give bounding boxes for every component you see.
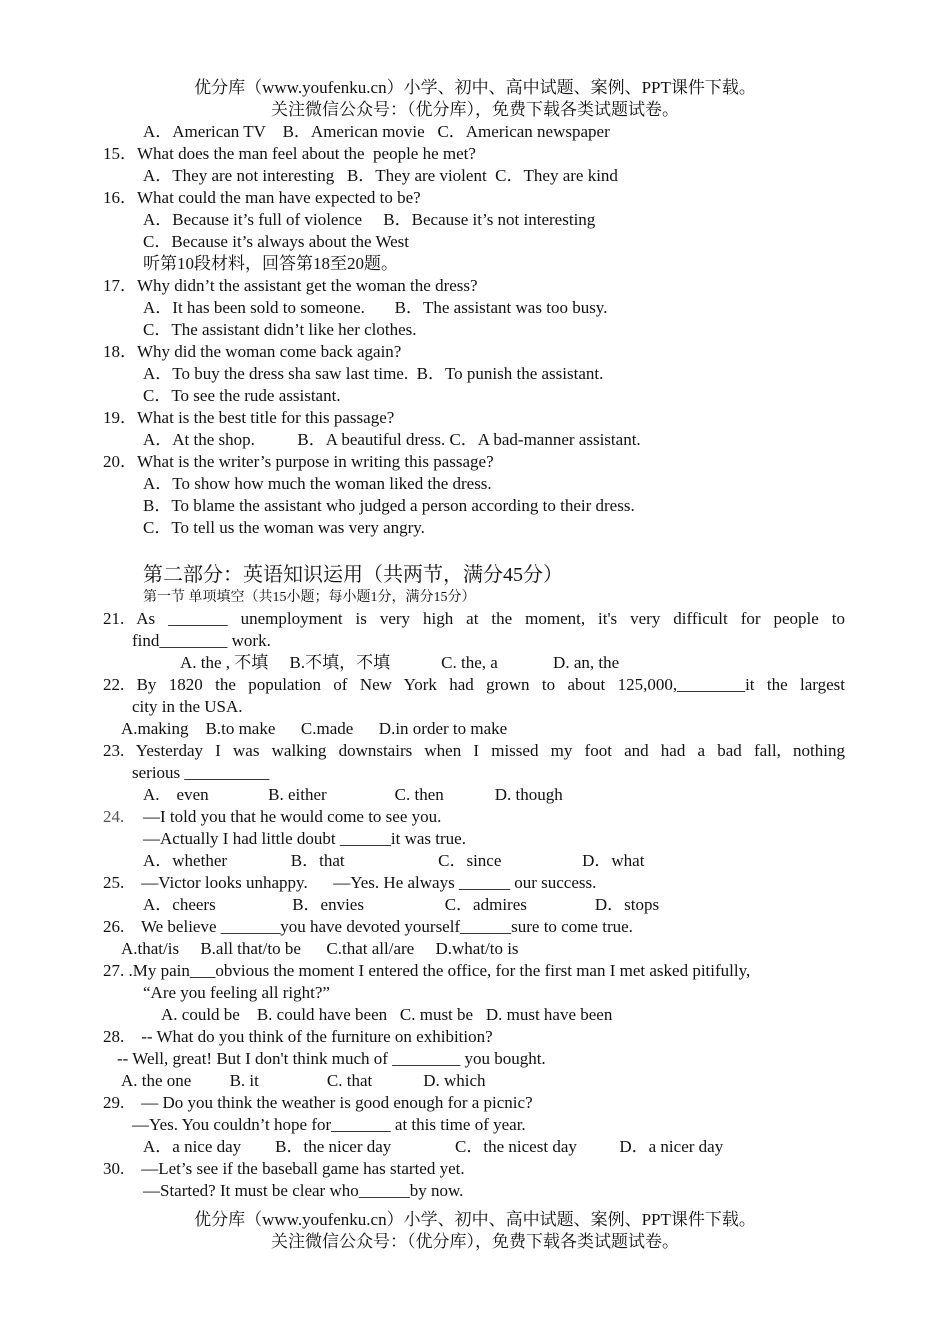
q30-stem-1: 30. —Let’s see if the baseball game has started yet. bbox=[103, 1159, 465, 1178]
q22-stem-1: 22. By 1820 the population of New York had grown to about 125,000,________it the largest bbox=[103, 675, 845, 694]
q15-stem: 15．What does the man feel about the people he met? bbox=[103, 144, 476, 163]
q17-options-1: A．It has been sold to someone. B．The assistant was too busy. bbox=[143, 298, 608, 317]
q20-option-b: B．To blame the assistant who judged a person according to their dress. bbox=[143, 496, 635, 515]
header-line-2: 关注微信公众号：（优分库），免费下载各类试题试卷。 bbox=[271, 100, 679, 119]
q25-options: A．cheers B．envies C．admires D．stops bbox=[143, 895, 660, 914]
q22-stem-2: city in the USA. bbox=[132, 697, 243, 716]
header-line-1: 优分库（www.youfenku.cn）小学、初中、高中试题、案例、PPT课件下载。 bbox=[194, 78, 756, 97]
q25-stem: 25. —Victor looks unhappy. —Yes. He always ______ our success. bbox=[103, 873, 597, 892]
q18-stem: 18．Why did the woman come back again? bbox=[103, 342, 402, 361]
q19-stem: 19．What is the best title for this passage? bbox=[103, 408, 395, 427]
q20-option-a: A．To show how much the woman liked the dress. bbox=[143, 474, 492, 493]
q24-stem-2: —Actually I had little doubt ______it was true. bbox=[143, 829, 466, 848]
q17-options-2: C．The assistant didn’t like her clothes. bbox=[143, 320, 417, 339]
q27-stem-1: 27. .My pain___obvious the moment I entered the office, for the first man I met asked pitifully, bbox=[103, 961, 751, 980]
q28-stem-2: -- Well, great! But I don't think much of ________ you bought. bbox=[117, 1049, 546, 1068]
q29-stem-2: —Yes. You couldn’t hope for_______ at this time of year. bbox=[132, 1115, 526, 1134]
q21-stem-2: find________ work. bbox=[132, 631, 271, 650]
q16-options-1: A．Because it’s full of violence B．Because it’s not interesting bbox=[143, 210, 596, 229]
q16-options-2: C．Because it’s always about the West bbox=[143, 232, 410, 251]
q24-number: 24. bbox=[103, 807, 125, 826]
q14-options: A．American TV B．American movie C．American newspaper bbox=[143, 122, 610, 141]
q17-stem: 17．Why didn’t the assistant get the woman the dress? bbox=[103, 276, 478, 295]
q26-stem: 26. We believe _______you have devoted yourself______sure to come true. bbox=[103, 917, 633, 936]
q20-option-c: C．To tell us the woman was very angry. bbox=[143, 518, 425, 537]
footer-line-1: 优分库（www.youfenku.cn）小学、初中、高中试题、案例、PPT课件下载。 bbox=[194, 1210, 756, 1229]
q29-options: A．a nice day B．the nicer day C．the nicest day D．a nicer day bbox=[143, 1137, 724, 1156]
q18-options-1: A．To buy the dress sha saw last time. B．To punish the assistant. bbox=[143, 364, 604, 383]
part2-subtitle: 第一节 单项填空（共15小题；每小题1分，满分15分） bbox=[143, 590, 476, 605]
q21-options: A. the , 不填 B.不填，不填 C. the, a D. an, the bbox=[180, 653, 620, 672]
q23-stem-2: serious __________ bbox=[132, 763, 270, 782]
q22-options: A.making B.to make C.made D.in order to make bbox=[121, 719, 508, 738]
q29-stem-1: 29. — Do you think the weather is good enough for a picnic? bbox=[103, 1093, 533, 1112]
part2-title: 第二部分：英语知识运用（共两节，满分45分） bbox=[143, 564, 563, 586]
q27-options: A. could be B. could have been C. must be D. must have been bbox=[161, 1005, 613, 1024]
section-10-note: 听第10段材料，回答第18至20题。 bbox=[143, 254, 398, 273]
q28-options: A. the one B. it C. that D. which bbox=[121, 1071, 486, 1090]
q24-stem-1: —I told you that he would come to see you. bbox=[143, 807, 442, 826]
q16-stem: 16．What could the man have expected to be? bbox=[103, 188, 421, 207]
q23-options: A. even B. either C. then D. though bbox=[143, 785, 563, 804]
q19-options: A．At the shop. B．A beautiful dress. C．A bad-manner assistant. bbox=[143, 430, 641, 449]
q21-stem-1: 21. As _______ unemployment is very high at the moment, it's very difficult for people to bbox=[103, 609, 845, 628]
q24-options: A．whether B．that C．since D．what bbox=[143, 851, 645, 870]
q27-stem-2: “Are you feeling all right?” bbox=[143, 983, 330, 1002]
q20-stem: 20．What is the writer’s purpose in writing this passage? bbox=[103, 452, 494, 471]
q28-stem-1: 28. -- What do you think of the furniture on exhibition? bbox=[103, 1027, 493, 1046]
q18-options-2: C．To see the rude assistant. bbox=[143, 386, 341, 405]
q26-options: A.that/is B.all that/to be C.that all/are D.what/to is bbox=[121, 939, 519, 958]
q30-stem-2: —Started? It must be clear who______by now. bbox=[143, 1181, 464, 1200]
footer-line-2: 关注微信公众号：（优分库），免费下载各类试题试卷。 bbox=[271, 1232, 679, 1251]
q23-stem-1: 23. Yesterday I was walking downstairs when I missed my foot and had a bad fall, nothing bbox=[103, 741, 845, 760]
q15-options: A．They are not interesting B．They are violent C．They are kind bbox=[143, 166, 618, 185]
